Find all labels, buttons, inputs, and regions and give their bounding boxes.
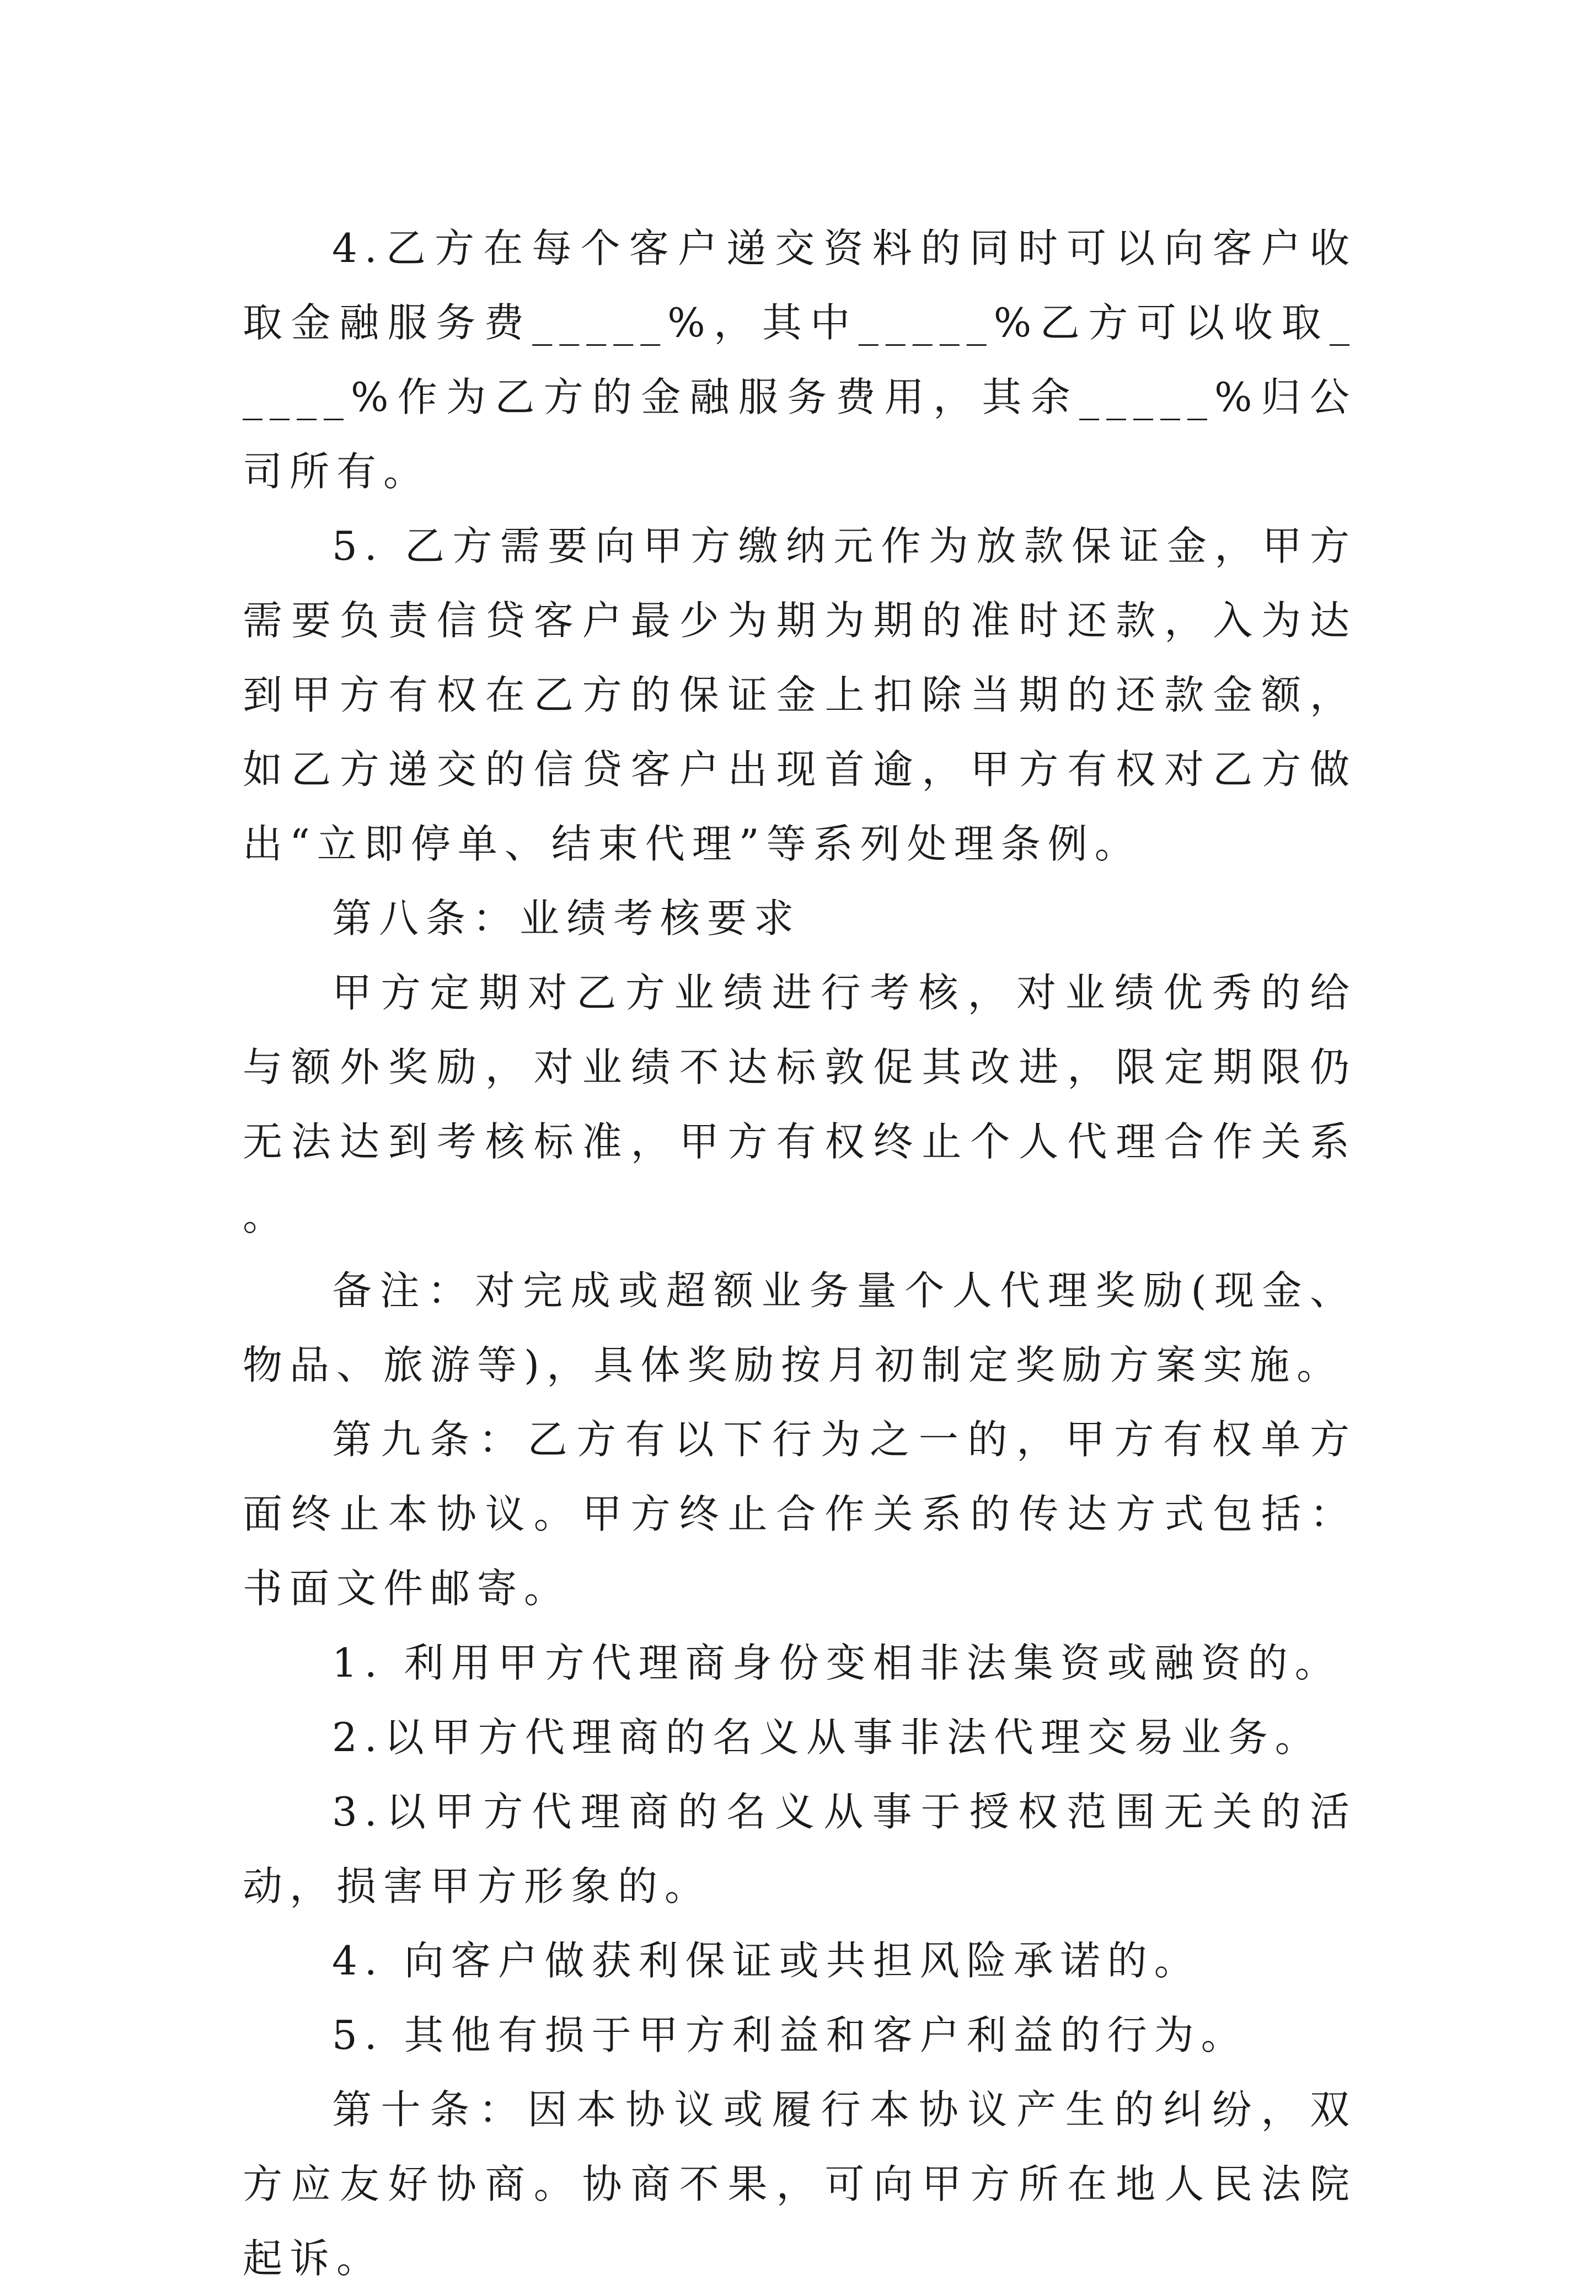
article-9-item-3: 3.以甲方代理商的名义从事于授权范围无关的活动，损害甲方形象的。 — [243, 1789, 1357, 1909]
article-8-heading: 第八条：业绩考核要求 — [332, 895, 801, 941]
clause-5-deposit: 5. 乙方需要向甲方缴纳元作为放款保证金，甲方需要负责信贷客户最少为期为期的准时还款，入为达到甲方有权在乙方的保证金上扣除当期的还款金额，如乙方递交的信贷客户出现首逾，甲方有权对乙方做出“立即停单、结束代理”等系列处理条例。 — [243, 523, 1357, 867]
article-9-item-5: 5. 其他有损于甲方利益和客户利益的行为。 — [332, 2012, 1248, 2058]
article-9-body: 第九条：乙方有以下行为之一的，甲方有权单方面终止本协议。甲方终止合作关系的传达方式包括：书面文件邮寄。 — [243, 1416, 1357, 1612]
article-8-body: 甲方定期对乙方业绩进行考核，对业绩优秀的给与额外奖励，对业绩不达标敦促其改进，限定期限仍无法达到考核标准，甲方有权终止个人代理合作关系。 — [243, 970, 1357, 1239]
remark-paragraph: 备注：对完成或超额业务量个人代理奖励(现金、物品、旅游等)，具体奖励按月初制定奖励方案实施。 — [243, 1267, 1357, 1388]
article-9-item-1: 1. 利用甲方代理商身份变相非法集资或融资的。 — [332, 1640, 1342, 1686]
document-body — [243, 211, 1357, 2296]
article-9-item-2: 2.以甲方代理商的名义从事非法代理交易业务。 — [332, 1714, 1322, 1760]
clause-4-fee: 4.乙方在每个客户递交资料的同时可以向客户收取金融服务费_____%，其中_____%乙方可以收取_____%作为乙方的金融服务费用，其余_____%归公司所有。 — [243, 225, 1357, 495]
article-10-body: 第十条：因本协议或履行本协议产生的纠纷，双方应友好协商。协商不果，可向甲方所在地人民法院起诉。 — [243, 2086, 1357, 2282]
article-9-item-4: 4. 向客户做获利保证或共担风险承诺的。 — [332, 1938, 1201, 1984]
